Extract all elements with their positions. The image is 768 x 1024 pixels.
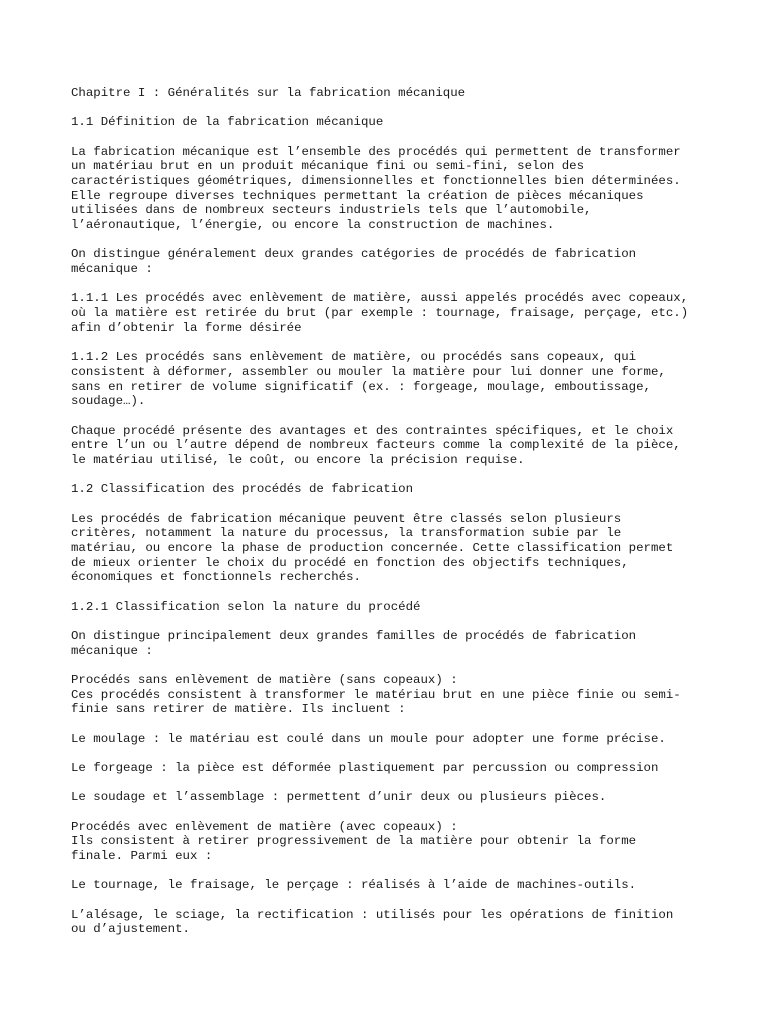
- paragraph-choice: Chaque procédé présente des avantages et des contraintes spécifiques, et le choix entre l’un ou l’autre dépend de nombreux facteurs comme la complexité de la pièce, le matériau utilisé, le coût, ou encore la précision requise.: [71, 423, 681, 467]
- list-item-soudage: Le soudage et l’assemblage : permettent d’unir deux ou plusieurs pièces.: [71, 790, 607, 805]
- section-heading-1-2: 1.2 Classification des procédés de fabrication: [71, 482, 414, 497]
- paragraph-families-intro: On distingue principalement deux grandes familles de procédés de fabrication mécanique :: [71, 628, 637, 658]
- paragraph-sans-copeaux: Procédés sans enlèvement de matière (sans copeaux) : Ces procédés consistent à transformer le matériau brut en une pièce finie ou semi- finie sans retirer de matière. Ils incluent :: [71, 672, 681, 717]
- paragraph-1-1-1: 1.1.1 Les procédés avec enlèvement de matière, aussi appelés procédés avec copeaux, où la matière est retirée du brut (par exemple : tournage, fraisage, perçage, etc.) afin d’obtenir la forme désirée: [71, 291, 689, 335]
- list-item-forgeage: Le forgeage : la pièce est déformée plastiquement par percussion ou compression: [71, 760, 659, 775]
- list-item-alesage: L’alésage, le sciage, la rectification : utilisés pour les opérations de finition ou d’ajustement.: [71, 907, 674, 937]
- section-heading-1-2-1: 1.2.1 Classification selon la nature du procédé: [71, 599, 421, 614]
- list-item-moulage: Le moulage : le matériau est coulé dans un moule pour adopter une forme précise.: [71, 731, 666, 746]
- paragraph-1-1-2: 1.1.2 Les procédés sans enlèvement de matière, ou procédés sans copeaux, qui consistent à déformer, assembler ou mouler la matière pour lui donner une forme, sans en retirer de volume significatif (ex. : forgeage, moulage, emboutissage, soudage…).: [71, 350, 666, 409]
- chapter-title: Chapitre I : Généralités sur la fabrication mécanique: [71, 86, 466, 100]
- paragraph-definition: La fabrication mécanique est l’ensemble des procédés qui permettent de transformer un matériau brut en un produit mécanique fini ou semi-fini, selon des caractéristiques géométriques, dimensionnelles et fonctionnelles bien déterminées. Elle regroupe diverses techniques permettant la création de pièces mécaniques utilisées dans de nombreux secteurs industriels tels que l’automobile, l’aéronautique, l’énergie, ou encore la construction de machines.: [71, 144, 681, 233]
- section-heading-1-1: 1.1 Définition de la fabrication mécanique: [71, 115, 384, 130]
- document-page: [71, 86, 711, 952]
- paragraph-categories-intro: On distingue généralement deux grandes catégories de procédés de fabrication mécanique :: [71, 247, 637, 277]
- paragraph-avec-copeaux: Procédés avec enlèvement de matière (avec copeaux) : Ils consistent à retirer progressivement de la matière pour obtenir la forme finale. Parmi eux :: [71, 819, 637, 863]
- paragraph-classification: Les procédés de fabrication mécanique peuvent être classés selon plusieurs critères, notamment la nature du processus, la transformation subie par le matériau, ou encore la phase de production concernée. Cette classification permet de mieux orienter le choix du procédé en fonction des objectifs techniques, économiques et fonctionnels recherchés.: [71, 511, 674, 585]
- list-item-tournage: Le tournage, le fraisage, le perçage : réalisés à l’aide de machines-outils.: [71, 878, 637, 893]
